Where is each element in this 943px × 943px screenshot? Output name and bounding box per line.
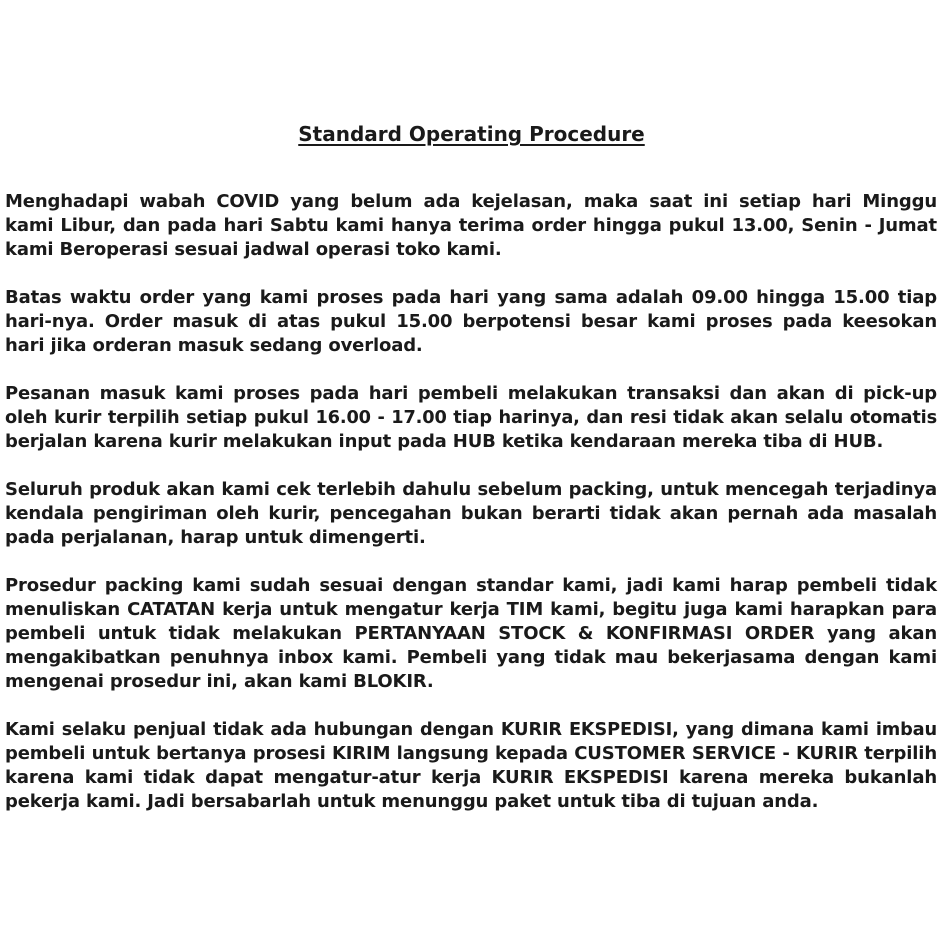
document-body	[5, 190, 937, 838]
paragraph-line: pada perjalanan, harap untuk dimengerti.	[5, 527, 426, 548]
paragraph-line: mengakibatkan penuhnya inbox kami. Pembeli yang tidak mau bekerjasama dengan kami	[5, 647, 937, 668]
paragraph-packing-procedure	[5, 574, 937, 694]
paragraph-line: berjalan karena kurir melakukan input pada HUB ketika kendaraan mereka tiba di HUB.	[5, 431, 884, 452]
paragraph-line: Batas waktu order yang kami proses pada hari yang sama adalah 09.00 hingga 15.00 tiap	[5, 287, 937, 308]
paragraph-line: kami Libur, dan pada hari Sabtu kami hanya terima order hingga pukul 13.00, Senin - Jumat	[5, 215, 937, 236]
paragraph-line: mengenai prosedur ini, akan kami BLOKIR.	[5, 671, 434, 692]
document-title: Standard Operating Procedure	[298, 122, 645, 146]
paragraph-line: hari jika orderan masuk sedang overload.	[5, 335, 423, 356]
paragraph-product-check	[5, 478, 937, 550]
paragraph-pickup	[5, 382, 937, 454]
paragraph-line: pekerja kami. Jadi bersabarlah untuk menunggu paket untuk tiba di tujuan anda.	[5, 791, 819, 812]
paragraph-line: pembeli untuk bertanya prosesi KIRIM langsung kepada CUSTOMER SERVICE - KURIR terpilih	[5, 743, 937, 764]
paragraph-opening-days	[5, 190, 937, 262]
paragraph-line: hari-nya. Order masuk di atas pukul 15.00 berpotensi besar kami proses pada keesokan	[5, 311, 937, 332]
paragraph-line: pembeli untuk tidak melakukan PERTANYAAN STOCK & KONFIRMASI ORDER yang akan	[5, 623, 937, 644]
paragraph-line: kami Beroperasi sesuai jadwal operasi toko kami.	[5, 239, 502, 260]
paragraph-line: kendala pengiriman oleh kurir, pencegahan bukan berarti tidak akan pernah ada masalah	[5, 503, 937, 524]
paragraph-line: karena kami tidak dapat mengatur-atur kerja KURIR EKSPEDISI karena mereka bukanlah	[5, 767, 937, 788]
paragraph-courier-disclaimer	[5, 718, 937, 814]
paragraph-line: Pesanan masuk kami proses pada hari pembeli melakukan transaksi dan akan di pick-up	[5, 383, 937, 404]
paragraph-line: menuliskan CATATAN kerja untuk mengatur kerja TIM kami, begitu juga kami harapkan para	[5, 599, 937, 620]
paragraph-line: Seluruh produk akan kami cek terlebih dahulu sebelum packing, untuk mencegah terjadinya	[5, 479, 937, 500]
paragraph-line: Menghadapi wabah COVID yang belum ada kejelasan, maka saat ini setiap hari Minggu	[5, 191, 937, 212]
paragraph-order-cutoff	[5, 286, 937, 358]
paragraph-line: Prosedur packing kami sudah sesuai dengan standar kami, jadi kami harap pembeli tidak	[5, 575, 937, 596]
paragraph-line: oleh kurir terpilih setiap pukul 16.00 - 17.00 tiap harinya, dan resi tidak akan selalu otomatis	[5, 408, 937, 428]
paragraph-line: Kami selaku penjual tidak ada hubungan dengan KURIR EKSPEDISI, yang dimana kami imbau	[5, 720, 937, 740]
